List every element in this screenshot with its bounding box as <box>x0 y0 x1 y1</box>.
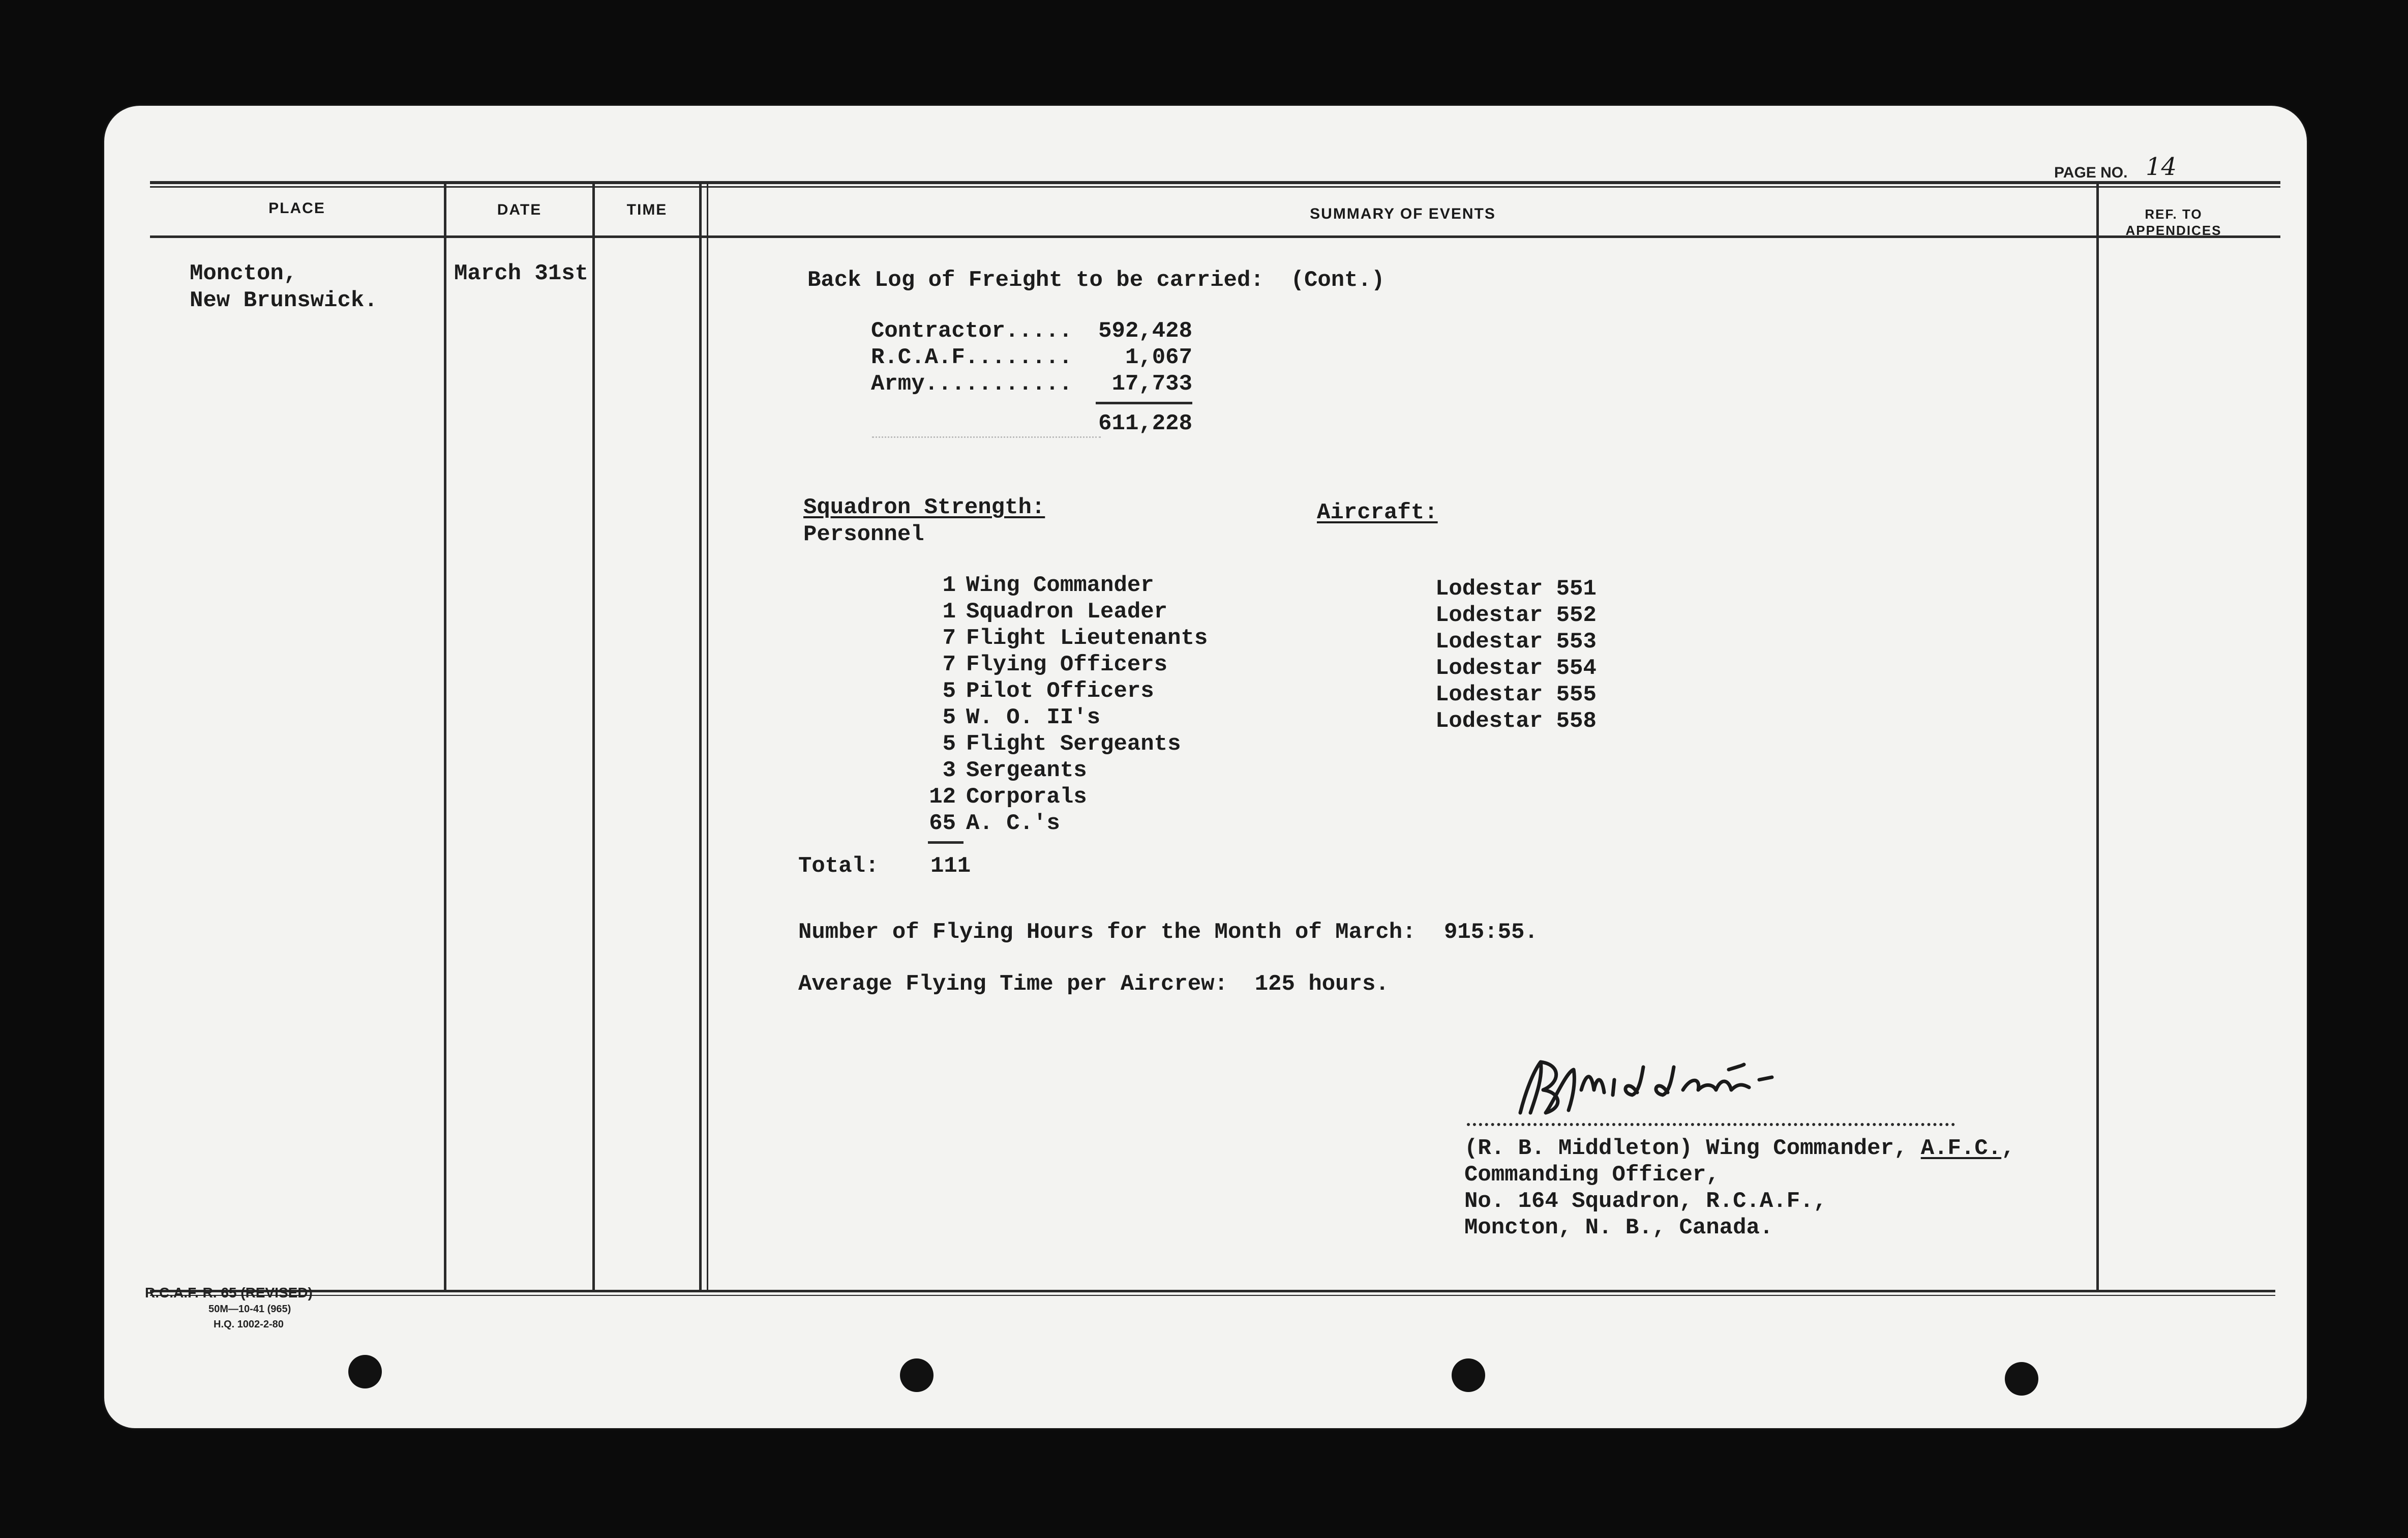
freight-value-2: 17,733 <box>1111 371 1192 397</box>
personnel-count-9: 65 <box>929 811 956 836</box>
col-divider-date <box>592 182 595 1291</box>
personnel-count-3: 7 <box>942 652 956 677</box>
freight-label-0: Contractor..... <box>871 318 1073 344</box>
col-divider-summary <box>2096 182 2099 1291</box>
place-line-1: Moncton, <box>190 261 297 286</box>
col-divider-time <box>699 182 702 1291</box>
personnel-count-8: 12 <box>929 784 956 810</box>
personnel-rank-4: Pilot Officers <box>966 678 1154 704</box>
header-time: TIME <box>626 201 668 218</box>
header-summary: SUMMARY OF EVENTS <box>1310 205 1496 222</box>
personnel-count-7: 3 <box>942 758 956 783</box>
freight-title: Back Log of Freight to be carried: (Cont.) <box>807 268 1385 293</box>
signatory-name-rank: (R. B. Middleton) Wing Commander, <box>1464 1136 1921 1161</box>
strength-subheading: Personnel <box>803 522 924 547</box>
personnel-rank-3: Flying Officers <box>966 652 1168 677</box>
top-rule <box>150 181 2280 184</box>
personnel-count-1: 1 <box>942 599 956 625</box>
place-line-2: New Brunswick. <box>190 288 378 313</box>
personnel-rank-7: Sergeants <box>966 758 1087 783</box>
binder-hole-1 <box>348 1355 382 1388</box>
freight-value-0: 592,428 <box>1098 318 1192 344</box>
personnel-count-5: 5 <box>942 705 956 730</box>
signature-line-4: Moncton, N. B., Canada. <box>1464 1215 1773 1240</box>
personnel-rank-2: Flight Lieutenants <box>966 626 1208 651</box>
aircraft-item-1: Lodestar 552 <box>1435 603 1597 628</box>
freight-dotted-guide <box>872 436 1101 438</box>
freight-value-1: 1,067 <box>1125 345 1192 370</box>
personnel-count-2: 7 <box>942 626 956 651</box>
header-ref-line1: REF. TO <box>2145 206 2203 222</box>
personnel-sum-rule <box>928 841 964 844</box>
aircraft-item-2: Lodestar 553 <box>1435 629 1597 655</box>
header-rule <box>150 235 2280 238</box>
form-id-line-3: H.Q. 1002-2-80 <box>214 1319 284 1330</box>
strength-total-value: 111 <box>930 853 971 879</box>
personnel-count-6: 5 <box>942 731 956 757</box>
col-divider-place <box>444 182 446 1291</box>
personnel-rank-0: Wing Commander <box>966 573 1154 598</box>
binder-hole-2 <box>900 1358 934 1392</box>
signature-line-3: No. 164 Squadron, R.C.A.F., <box>1464 1189 1827 1214</box>
aircraft-item-3: Lodestar 554 <box>1435 656 1597 681</box>
freight-sum-rule <box>1096 402 1192 404</box>
binder-hole-4 <box>2005 1362 2038 1396</box>
signature-line-1-end: , <box>2001 1136 2015 1161</box>
signature-dotted-line <box>1467 1123 1955 1126</box>
strength-total-label: Total: <box>798 853 879 879</box>
top-rule-2 <box>150 186 2280 188</box>
aircraft-heading: Aircraft: <box>1317 500 1438 525</box>
personnel-rank-1: Squadron Leader <box>966 599 1168 625</box>
signature-line-1 <box>1464 1136 2015 1161</box>
handwritten-signature <box>1505 1042 1820 1133</box>
diary-page <box>104 106 2307 1428</box>
binder-hole-3 <box>1452 1358 1485 1392</box>
header-place: PLACE <box>268 200 325 217</box>
page-no-label: PAGE NO. <box>2054 164 2128 181</box>
header-date: DATE <box>497 201 542 218</box>
personnel-rank-8: Corporals <box>966 784 1087 810</box>
freight-total: 611,228 <box>1098 411 1192 436</box>
aircraft-item-5: Lodestar 558 <box>1435 708 1597 734</box>
aircraft-item-0: Lodestar 551 <box>1435 576 1597 602</box>
signature-line-2: Commanding Officer, <box>1464 1162 1720 1188</box>
strength-heading: Squadron Strength: <box>803 495 1045 520</box>
bottom-rule-2 <box>150 1295 2275 1296</box>
bottom-rule <box>150 1290 2275 1292</box>
personnel-count-0: 1 <box>942 573 956 598</box>
personnel-rank-5: W. O. II's <box>966 705 1101 730</box>
entry-date: March 31st <box>454 261 589 286</box>
freight-label-2: Army........... <box>871 371 1073 397</box>
header-ref-line2: APPENDICES <box>2125 223 2222 238</box>
page-no-value: 14 <box>2146 153 2177 181</box>
col-divider-time-2 <box>707 182 708 1291</box>
freight-label-1: R.C.A.F........ <box>871 345 1073 370</box>
aircraft-item-4: Lodestar 555 <box>1435 682 1597 707</box>
personnel-rank-9: A. C.'s <box>966 811 1060 836</box>
signatory-award: A.F.C. <box>1920 1136 2002 1161</box>
flying-hours-label: Number of Flying Hours for the Month of March: <box>798 920 1416 945</box>
flying-hours-value: 915:55. <box>1444 920 1538 945</box>
personnel-count-4: 5 <box>942 678 956 704</box>
average-flying-time: Average Flying Time per Aircrew: 125 hours. <box>798 971 1389 997</box>
form-id-line-2: 50M—10-41 (965) <box>208 1304 291 1315</box>
form-id-line-1: R.C.A.F. R. 65 (REVISED) <box>145 1285 313 1300</box>
personnel-rank-6: Flight Sergeants <box>966 731 1181 757</box>
